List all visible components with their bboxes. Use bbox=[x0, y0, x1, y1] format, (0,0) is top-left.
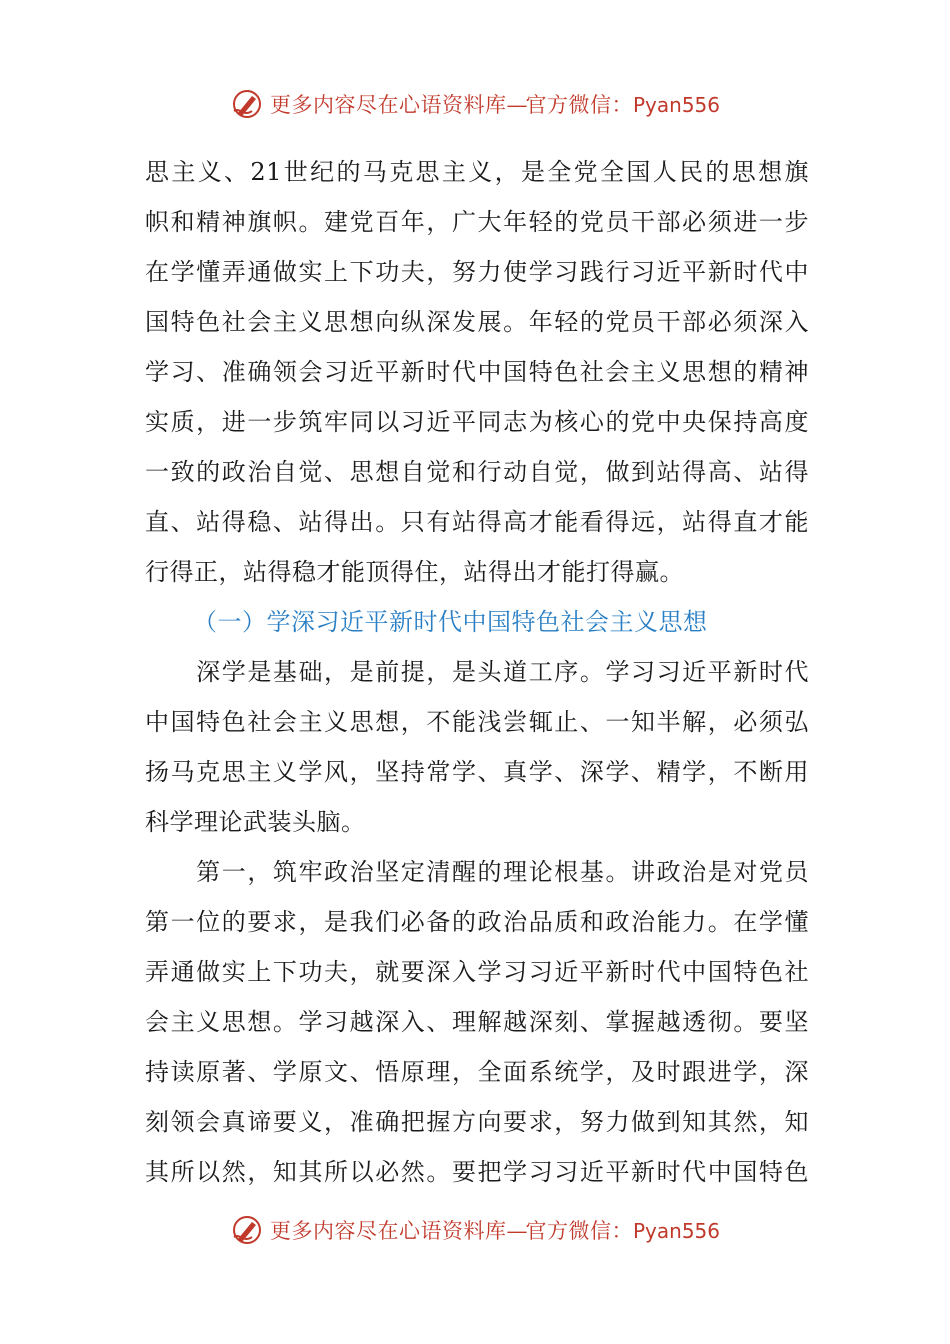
text-line: 行得正，站得稳才能顶得住，站得出才能打得赢。 bbox=[145, 558, 684, 586]
text-line: 中国特色社会主义思想，不能浅尝辄止、一知半解，必须弘 bbox=[145, 708, 809, 736]
watermark-footer bbox=[0, 1210, 950, 1250]
pen-logo-icon bbox=[230, 87, 264, 121]
text-line: 科学理论武装头脑。 bbox=[145, 808, 366, 836]
text-line: 其所以然，知其所以必然。要把学习习近平新时代中国特色 bbox=[145, 1158, 809, 1186]
text-line: 持读原著、学原文、悟原理，全面系统学，及时跟进学，深 bbox=[145, 1058, 809, 1086]
watermark-wechat-id: Pyan556 bbox=[632, 1219, 720, 1243]
watermark-text bbox=[270, 1215, 720, 1245]
section-heading: （一）学深习近平新时代中国特色社会主义思想 bbox=[193, 608, 708, 636]
pen-logo-icon bbox=[230, 1213, 264, 1247]
text-line: 国特色社会主义思想向纵深发展。年轻的党员干部必须深入 bbox=[145, 308, 809, 336]
watermark-separator: — bbox=[506, 93, 526, 117]
text-line: 直、站得稳、站得出。只有站得高才能看得远，站得直才能 bbox=[145, 508, 809, 536]
text-line: 第一，筑牢政治坚定清醒的理论根基。讲政治是对党员 bbox=[145, 858, 809, 886]
text-line: 学习、准确领会习近平新时代中国特色社会主义思想的精神 bbox=[145, 358, 809, 386]
text-line: 思主义、21世纪的马克思主义，是全党全国人民的思想旗 bbox=[145, 158, 809, 186]
watermark-wechat-id: Pyan556 bbox=[632, 93, 720, 117]
watermark-site: 更多内容尽在心语资料库 bbox=[269, 93, 507, 117]
watermark-separator: — bbox=[506, 1219, 526, 1243]
watermark-text bbox=[270, 89, 720, 119]
text-line: 扬马克思主义学风，坚持常学、真学、深学、精学，不断用 bbox=[145, 758, 809, 786]
text-line: 会主义思想。学习越深入、理解越深刻、掌握越透彻。要坚 bbox=[145, 1008, 809, 1036]
text-line: 第一位的要求，是我们必备的政治品质和政治能力。在学懂 bbox=[145, 908, 809, 936]
text-line: 实质，进一步筑牢同以习近平同志为核心的党中央保持高度 bbox=[145, 408, 809, 436]
text-line: 深学是基础，是前提，是头道工序。学习习近平新时代 bbox=[145, 658, 809, 686]
watermark-header bbox=[0, 84, 950, 124]
text-line: 刻领会真谛要义，准确把握方向要求，努力做到知其然，知 bbox=[145, 1108, 809, 1136]
text-line: 弄通做实上下功夫，就要深入学习习近平新时代中国特色社 bbox=[145, 958, 809, 986]
watermark-site: 更多内容尽在心语资料库 bbox=[269, 1219, 507, 1243]
text-line: 一致的政治自觉、思想自觉和行动自觉，做到站得高、站得 bbox=[145, 458, 809, 486]
text-line: 在学懂弄通做实上下功夫，努力使学习践行习近平新时代中 bbox=[145, 258, 809, 286]
watermark-label: 官方微信： bbox=[525, 93, 633, 117]
watermark-label: 官方微信： bbox=[525, 1219, 633, 1243]
text-line: 帜和精神旗帜。建党百年，广大年轻的党员干部必须进一步 bbox=[145, 208, 809, 236]
document-body bbox=[145, 147, 809, 1197]
